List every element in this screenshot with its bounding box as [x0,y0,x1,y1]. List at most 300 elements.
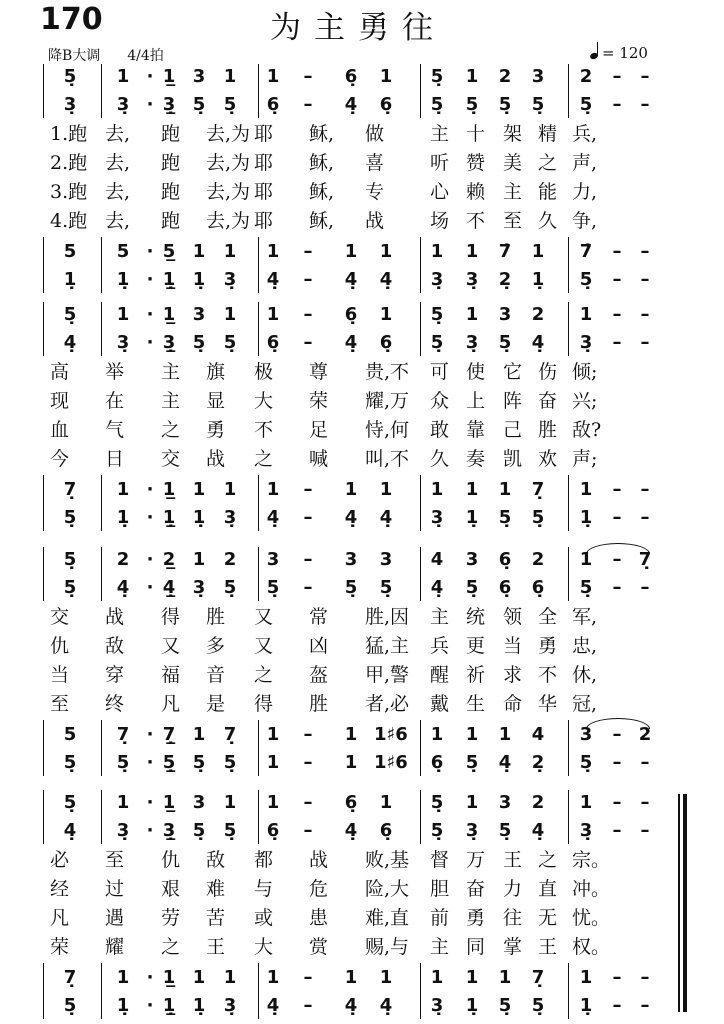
bass-row [0,995,724,1019]
tenor-note: 1 [223,241,237,262]
barline [258,547,259,601]
barline [420,720,421,776]
bass-note: 1̣ [579,507,593,528]
soprano-note: 6̣ [498,549,512,570]
tenor-note: · [146,479,154,500]
bass-note: 3̣ [430,995,444,1016]
alto-note: 6̣ [266,820,280,841]
alto-note: 5̣ [430,820,444,841]
soprano-note: 3 [192,792,206,813]
soprano-note: 3 [531,66,545,87]
bass-note: 2̣ [531,752,545,773]
soprano-note: – [640,66,650,87]
alto-note: 3̣ [579,820,593,841]
tenor-note: – [612,241,622,262]
barline [568,64,569,118]
bass-note: 5̣ [465,752,479,773]
bass-note: 4̣ [379,269,393,290]
bass-note: 1 [266,752,280,773]
soprano-note: 3 [379,549,393,570]
lyric-syllable: 主 [430,606,450,628]
lyric-verse-4 [0,447,724,473]
lyric-syllable: 更 [466,635,486,657]
lyric-syllable: 祈 [466,664,486,686]
bass-note: – [640,507,650,528]
lyric-verse-3 [0,180,724,206]
lyric-syllable: 遇 [105,907,125,929]
bass-note: · [146,752,154,773]
barline [43,237,44,293]
lyric-syllable: 之 [538,849,558,871]
soprano-note: 5̣ [63,792,77,813]
lyric-syllable: 战 [365,210,385,232]
alto-note: 6̣ [531,577,545,598]
lyric-syllable: 常 [309,606,329,628]
alto-note: 6̣ [266,94,280,115]
tenor-note: 1 [344,241,358,262]
lyric-syllable: 跑 [161,152,181,174]
barline [43,963,44,1019]
bass-note: 3̣ [223,269,237,290]
bass-note: 1̣ [465,995,479,1016]
barline [43,64,44,118]
lyric-verse-2 [0,151,724,177]
barline [101,963,102,1019]
alto-note: 5̣ [192,820,206,841]
soprano-note: 1 [465,66,479,87]
barline [43,790,44,844]
alto-note: – [640,577,650,598]
lyric-verse-3 [0,906,724,932]
tenor-note: – [640,967,650,988]
tenor-note: 7̣ [63,479,77,500]
lyric-syllable: 之 [161,936,181,958]
barline [420,963,421,1019]
lyric-syllable: 都 [254,849,274,871]
lyric-syllable: 之 [254,664,274,686]
lyric-syllable: 旗 [206,361,226,383]
alto-note: 5̣ [498,332,512,353]
alto-note: 3̣ [116,820,130,841]
lyric-verse-1 [0,848,724,874]
lyric-syllable: 危 [309,878,329,900]
alto-note: 3̣ [63,94,77,115]
barline [568,547,569,601]
lyric-verse-3 [0,418,724,444]
soprano-note: · [146,66,154,87]
bass-note: 1̣ [116,269,130,290]
bass-note: 5̣ [223,752,237,773]
lyric-syllable: 奋 [538,390,558,412]
lyric-syllable: 它 [503,361,523,383]
lyric-syllable: 稣, [309,152,335,174]
tenor-note: 2 [638,724,652,745]
lyric-syllable: 艰 [161,878,181,900]
barline [258,790,259,844]
barline [420,64,421,118]
lyric-syllable: 劳 [161,907,181,929]
bass-note: 1̣̲ [162,507,176,528]
tenor-note: 3 [579,724,593,745]
alto-note: – [612,820,622,841]
lyric-syllable: 跑 [161,181,181,203]
barline [420,237,421,293]
lyric-syllable: 勇 [538,635,558,657]
alto-note: 5̣ [344,577,358,598]
lyric-syllable: 至 [105,849,125,871]
lyric-syllable: 战 [309,849,329,871]
lyric-syllable: 尊 [309,361,329,383]
bass-note: 5̣ [579,752,593,773]
tenor-note: 1 [465,724,479,745]
soprano-note: 1 [266,304,280,325]
slur-mark [586,543,650,554]
tenor-note: 1 [379,479,393,500]
alto-note: 5̣ [430,94,444,115]
alto-note: 3̣ [116,94,130,115]
soprano-note: 3 [498,792,512,813]
tenor-note: 1 [266,479,280,500]
tenor-row [0,241,724,265]
lyric-syllable: 猛,主 [365,635,410,657]
barline [101,475,102,531]
lyric-syllable: 兴; [572,390,598,412]
alto-note: · [146,332,154,353]
tenor-note: 7̇ [579,241,593,262]
meter-label: 4/4拍 [127,48,164,64]
soprano-note: 1 [465,304,479,325]
bass-note: – [612,507,622,528]
lyric-syllable: 可 [430,361,450,383]
bass-note: 1̣̲ [162,269,176,290]
barline [258,64,259,118]
tenor-note: – [612,967,622,988]
lyric-syllable: 不 [254,419,274,441]
lyric-syllable: 又 [161,635,181,657]
bass-note: 5̣ [63,507,77,528]
tenor-note: 1 [266,724,280,745]
tenor-note: 1 [430,479,444,500]
bass-note: 1̣ [192,995,206,1016]
lyric-syllable: 声, [572,152,598,174]
lyric-syllable: 架 [503,123,523,145]
soprano-note: – [640,304,650,325]
lyric-syllable: 力 [503,878,523,900]
alto-note: 3̣ [579,332,593,353]
soprano-note: 6̣ [344,792,358,813]
tenor-note: 1 [430,241,444,262]
lyric-syllable: 耀,万 [365,390,410,412]
lyric-syllable: 耶 [254,181,274,203]
soprano-note: 4 [430,549,444,570]
soprano-note: – [612,66,622,87]
soprano-note: 3 [192,304,206,325]
lyric-syllable: 能 [538,181,558,203]
lyric-syllable: 去, [105,152,131,174]
lyric-syllable: 声; [572,448,598,470]
lyric-syllable: 2.跑 [50,152,88,174]
barline [420,547,421,601]
barline [258,302,259,356]
bass-note: 2̣ [498,269,512,290]
lyric-verse-4 [0,935,724,961]
tenor-note: 1 [192,967,206,988]
tenor-note: 1 [192,724,206,745]
lyric-syllable: 耶 [254,123,274,145]
soprano-note: 3 [465,549,479,570]
bass-note: 5̣ [579,269,593,290]
lyric-syllable: 过 [105,878,125,900]
lyric-syllable: 不 [466,210,486,232]
alto-note: 5̣ [498,94,512,115]
lyric-syllable: 甲,警 [365,664,410,686]
alto-row [0,94,724,118]
lyric-syllable: 与 [254,878,274,900]
lyric-syllable: 直 [538,878,558,900]
soprano-note: 1 [116,66,130,87]
tenor-note: 1 [344,967,358,988]
alto-note: 5̣ [465,94,479,115]
alto-note: – [303,94,313,115]
soprano-note: 1 [223,66,237,87]
lyric-syllable: 胜 [206,606,226,628]
tenor-note: 1 [192,241,206,262]
lyric-syllable: 主 [161,390,181,412]
lyric-syllable: 极 [254,361,274,383]
soprano-note: 1 [116,792,130,813]
tenor-note: 5 [116,241,130,262]
alto-note: 5̣ [498,820,512,841]
soprano-note: – [612,304,622,325]
tenor-note: 1 [116,967,130,988]
soprano-note: 6̣ [344,66,358,87]
bass-note: 1̣ [531,269,545,290]
tenor-note: 1 [344,479,358,500]
soprano-note: 3 [344,549,358,570]
lyric-syllable: 终 [105,693,125,715]
barline [43,547,44,601]
tenor-note: 7̣ [531,479,545,500]
soprano-note: – [303,549,313,570]
tenor-note: 1 [465,967,479,988]
lyric-syllable: 胜 [538,419,558,441]
lyric-syllable: 之 [538,152,558,174]
bass-note: 5̣ [192,752,206,773]
alto-note: 5̣ [266,577,280,598]
lyric-syllable: 统 [466,606,486,628]
alto-note: 4̣̲ [162,577,176,598]
lyric-syllable: 督 [430,849,450,871]
bass-note: 4̣ [266,507,280,528]
lyric-syllable: 交 [50,606,70,628]
soprano-note: 1 [579,792,593,813]
bass-note: – [303,752,313,773]
lyric-syllable: 凡 [161,693,181,715]
lyric-syllable: 使 [466,361,486,383]
alto-row [0,577,724,601]
soprano-note: 5̣ [63,66,77,87]
lyric-syllable: 去,为 [206,210,251,232]
barline [101,302,102,356]
bass-note: · [146,995,154,1016]
bass-note: 6̣ [430,752,444,773]
soprano-note: – [303,304,313,325]
tenor-note: 5 [63,241,77,262]
lyric-syllable: 在 [105,390,125,412]
tenor-note: 7̣ [531,967,545,988]
barline [420,475,421,531]
lyric-syllable: 赞 [466,152,486,174]
soprano-note: – [303,792,313,813]
lyric-syllable: 难,直 [365,907,410,929]
lyric-syllable: 患 [309,907,329,929]
alto-note: 5̣ [430,332,444,353]
barline [568,475,569,531]
lyric-syllable: 无 [538,907,558,929]
lyric-syllable: 仇 [161,849,181,871]
tenor-note: – [640,241,650,262]
tenor-row [0,967,724,991]
lyric-syllable: 气 [105,419,125,441]
bass-note: 5̣ [63,995,77,1016]
lyric-syllable: 之 [161,419,181,441]
lyric-syllable: 主 [430,123,450,145]
soprano-note: 2 [531,304,545,325]
lyric-syllable: 军, [572,606,598,628]
bass-note: – [640,269,650,290]
lyric-syllable: 戴 [430,693,450,715]
tempo-marking [590,44,648,62]
alto-note: 5̣ [465,577,479,598]
soprano-note: 5̣ [63,549,77,570]
barline [258,237,259,293]
lyric-syllable: 难 [206,878,226,900]
soprano-note: 1 [579,549,593,570]
tenor-note: – [303,241,313,262]
barline [420,302,421,356]
tenor-note: 1 [192,479,206,500]
lyric-syllable: 久 [430,448,450,470]
lyric-syllable: 冠, [572,693,598,715]
bass-note: – [303,995,313,1016]
lyric-syllable: 去,为 [206,152,251,174]
lyric-verse-4 [0,209,724,235]
lyric-syllable: 耶 [254,210,274,232]
lyric-syllable: 高 [50,361,70,383]
lyric-syllable: 兵 [430,635,450,657]
alto-note: 6̣ [266,332,280,353]
lyric-syllable: 忧。 [572,907,611,929]
alto-note: 4̣ [531,820,545,841]
lyric-syllable: 宗。 [572,849,611,871]
soprano-note: – [612,792,622,813]
lyric-syllable: 血 [50,419,70,441]
soprano-row [0,304,724,328]
bass-note: 3̣ [223,995,237,1016]
alto-note: 4̣ [430,577,444,598]
soprano-note: 2 [531,549,545,570]
tenor-note: 1 [430,967,444,988]
alto-note: – [640,332,650,353]
bass-note: 1♯6 [374,752,408,773]
lyric-syllable: 现 [50,390,70,412]
lyric-verse-2 [0,877,724,903]
tenor-note: 1 [579,479,593,500]
alto-note: – [303,332,313,353]
soprano-note: 1̲ [162,304,176,325]
alto-note: – [303,820,313,841]
lyric-syllable: 王 [206,936,226,958]
lyric-syllable: 众 [430,390,450,412]
lyric-syllable: 王 [503,849,523,871]
alto-note: 5̣ [579,577,593,598]
alto-note: – [640,820,650,841]
alto-note: 3̣̲ [162,94,176,115]
bass-note: 4̣ [498,752,512,773]
lyric-syllable: 凶 [309,635,329,657]
soprano-row [0,66,724,90]
barline [568,963,569,1019]
bass-note: – [640,752,650,773]
lyric-syllable: 敌? [572,419,602,441]
soprano-note: 2 [579,66,593,87]
alto-note: 4̣ [116,577,130,598]
lyric-syllable: 得 [161,606,181,628]
bass-note: – [303,507,313,528]
barline [43,302,44,356]
bass-row [0,269,724,293]
lyric-syllable: 争, [572,210,598,232]
alto-note: 5̣ [223,820,237,841]
lyric-syllable: 久 [538,210,558,232]
soprano-note: 5̣ [430,792,444,813]
soprano-note: 1 [192,549,206,570]
alto-note: 5̣ [379,577,393,598]
lyric-syllable: 勇 [466,907,486,929]
hymn-number: 170 [40,2,103,37]
soprano-note: – [640,792,650,813]
tenor-note: 1 [430,724,444,745]
lyric-syllable: 去, [105,181,131,203]
bass-note: 1̣ [192,507,206,528]
lyric-verse-1 [0,605,724,631]
barline [43,720,44,776]
tenor-note: 1 [531,241,545,262]
soprano-note: 1 [579,304,593,325]
lyric-syllable: 场 [430,210,450,232]
hymn-title: 为主勇往 [270,10,446,46]
lyric-syllable: 专 [365,181,385,203]
lyric-syllable: 命 [503,693,523,715]
bass-row [0,507,724,531]
bass-row [0,752,724,776]
barline [568,302,569,356]
lyric-syllable: 力, [572,181,598,203]
lyric-syllable: 显 [206,390,226,412]
alto-note: 3̣ [465,820,479,841]
lyric-syllable: 生 [466,693,486,715]
barline [258,963,259,1019]
lyric-verse-3 [0,663,724,689]
alto-note: 6̣ [379,94,393,115]
tenor-note: 1 [579,967,593,988]
lyric-syllable: 交 [161,448,181,470]
bass-note: – [612,752,622,773]
lyric-syllable: 今 [50,448,70,470]
alto-note: 3̣ [465,332,479,353]
final-barline-thin [678,794,680,1012]
barline [101,237,102,293]
